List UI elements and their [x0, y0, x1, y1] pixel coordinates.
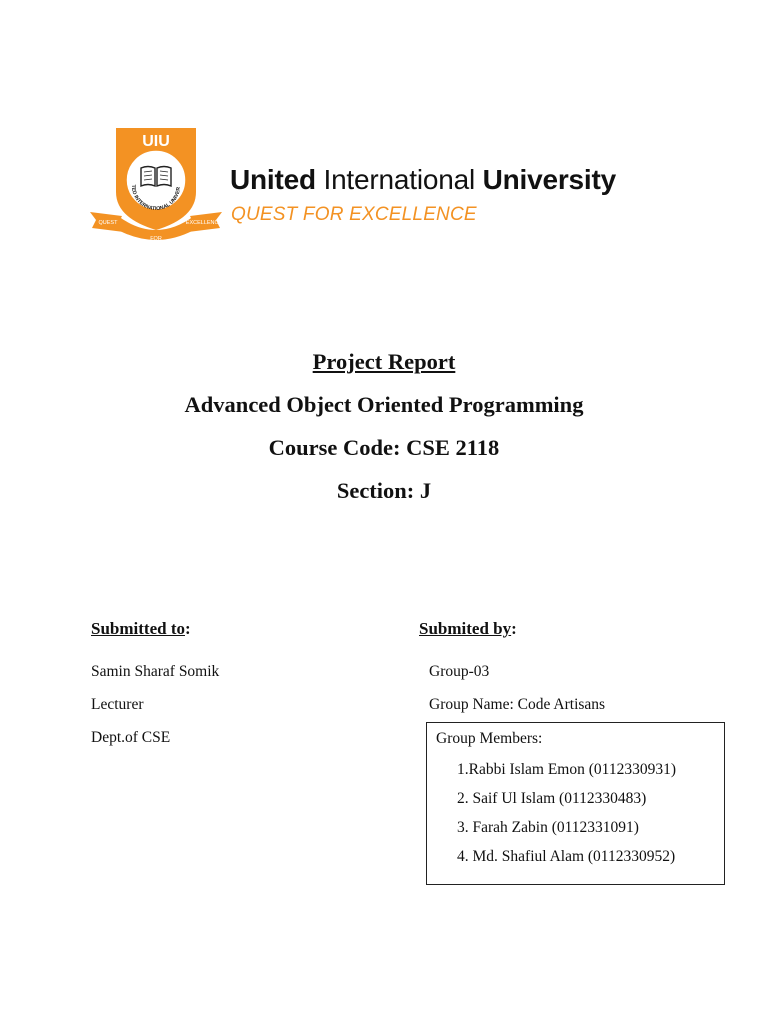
submitted-by-colon: :	[511, 619, 517, 638]
seal-letters: UIU	[142, 133, 170, 150]
group-members-box	[426, 722, 725, 885]
list-item: 1.Rabbi Islam Emon (0112330931)	[457, 761, 676, 778]
university-name-part3: University	[482, 164, 616, 195]
course-name: Advanced Object Oriented Programming	[184, 392, 584, 417]
university-tagline: QUEST FOR EXCELLENCE	[231, 204, 477, 225]
title-block	[0, 340, 768, 512]
course-code: Course Code: CSE 2118	[268, 435, 500, 460]
list-item: 4. Md. Shafiul Alam (0112330952)	[457, 848, 676, 865]
report-heading: Project Report	[312, 349, 456, 374]
uiu-seal-logo-icon	[88, 126, 224, 244]
university-header	[88, 126, 688, 244]
group-members-list	[457, 755, 676, 871]
ribbon-right-text: EXCELLENCE	[185, 220, 223, 226]
submitted-by-heading	[419, 617, 605, 641]
list-item: 2. Saif Ul Islam (0112330483)	[457, 790, 647, 807]
ribbon-left-text: QUEST	[98, 220, 118, 226]
submitted-to-heading	[91, 617, 219, 641]
university-name-part2: International	[315, 164, 483, 195]
submitted-to-column	[91, 617, 219, 754]
seal-arc-text: TED INTERNATIONAL UNIVER	[129, 184, 183, 213]
section: Section: J	[336, 478, 432, 503]
submitted-to-colon: :	[184, 619, 191, 638]
university-name-part1: United	[230, 164, 316, 195]
university-name	[230, 164, 616, 196]
supervisor-department: Dept.of CSE	[91, 729, 171, 746]
ribbon-center-text: FOR	[150, 236, 162, 242]
group-members-title: Group Members:	[436, 730, 543, 747]
group-name: Group Name: Code Artisans	[429, 696, 606, 713]
list-item: 3. Farah Zabin (0112331091)	[457, 819, 639, 836]
submitted-to-label: Submitted to	[91, 619, 185, 638]
group-id: Group-03	[429, 663, 490, 680]
submitted-by-label: Submited by	[419, 619, 512, 638]
supervisor-designation: Lecturer	[91, 696, 144, 713]
supervisor-name: Samin Sharaf Somik	[91, 663, 220, 680]
submitted-by-column	[419, 617, 605, 721]
